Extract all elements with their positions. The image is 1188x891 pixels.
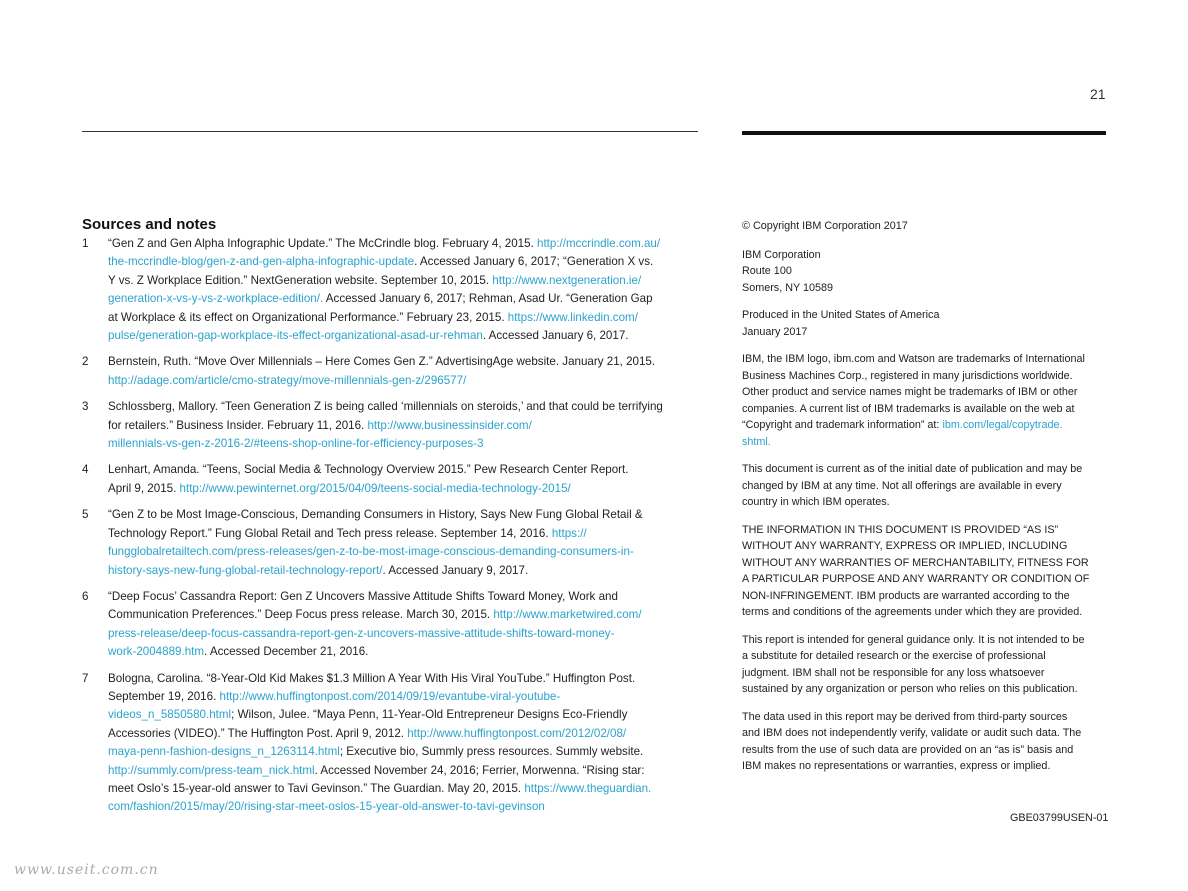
right-divider (742, 131, 1106, 135)
note-text (108, 672, 651, 814)
note-text-segment: . Accessed January 6, 2017. (482, 329, 629, 343)
note-number: 7 (82, 671, 89, 685)
note-text (108, 463, 629, 494)
source-link[interactable]: https://www.linkedin.com/ pulse/generation-gap-workplace-its-effect-organizational-asad-ur-rehman (108, 310, 638, 343)
note-text (108, 237, 660, 342)
trademark-body: IBM, the IBM logo, ibm.com and Watson are trademarks of International Business Machines Corp., registered in many jurisdictions worldwide. Other product and service names might be trademarks of IBM or other companies. A current list of IBM trademarks is available on the web at “Copyright and trademark information” at: (742, 353, 1085, 431)
source-link[interactable]: http://mccrindle.com.au/ the-mccrindle-blog/gen-z-and-gen-alpha-infographic-update (108, 237, 661, 269)
note-text-segment: ; Wilson, Julee. “Maya Penn, 11-Year-Old Entrepreneur Designs Eco-Friendly Accessories (VIDEO).” The Huffington Post. April 9, 2012. (108, 708, 628, 740)
note-item (82, 506, 698, 580)
note-number: 3 (82, 400, 89, 414)
source-link[interactable]: https://www.theguardian. com/fashion/2015/may/20/rising-star-meet-oslos-15-year-old-answer-to-tavi-gevinson (108, 781, 652, 814)
note-text (108, 508, 643, 576)
note-number: 5 (82, 508, 89, 522)
note-text (108, 400, 663, 450)
copyright-text: © Copyright IBM Corporation 2017 (742, 220, 908, 232)
sources-column (82, 216, 698, 825)
source-link[interactable]: http://www.marketwired.com/ press-release/deep-focus-cassandra-report-gen-z-uncovers-massive-attitude-shifts-toward-money- work-2004889.htm (108, 608, 642, 659)
data-note-text: The data used in this report may be derived from third-party sources and IBM does not independently verify, validate or audit such data. The results from the use of such data are provided on an “as is” basis and IBM makes no representations or warranties, express or implied. (742, 710, 1082, 772)
source-link[interactable]: http://www.huffingtonpost.com/2014/09/19/evantube-viral-youtube- videos_n_5850580.html (108, 689, 561, 722)
source-link[interactable]: http://adage.com/article/cmo-strategy/move-millennials-gen-z/296577/ (108, 373, 467, 387)
current-doc-text: This document is current as of the initial date of publication and may be changed by IBM at any time. Not all offerings are available in every country in which IBM operates. (742, 463, 1083, 508)
produced-text: Produced in the United States of America January 2017 (742, 309, 940, 338)
note-text-segment: . Accessed November 24, 2016; Ferrier, Morwenna. “Rising star: meet Oslo’s 15-year-old answer to Tavi Gevinson.” The Guardian. May 20, 2015. (108, 763, 645, 795)
copytrade-link[interactable]: ibm.com/legal/copytrade. shtml. (742, 419, 1063, 448)
section-title: Sources and notes (82, 216, 217, 233)
note-text-segment: Schlossberg, Mallory. “Teen Generation Z is being called ‘millennials on steroids,’ and that could be terrifying for retailers.” Business Insider. February 11, 2016. (108, 400, 663, 432)
note-text (108, 590, 642, 658)
legal-column (742, 218, 1106, 786)
note-item (82, 670, 698, 817)
note-item (82, 398, 698, 453)
note-text-segment: Bologna, Carolina. “8-Year-Old Kid Makes $1.3 Million A Year With His Viral YouTube.” Huffington Post. September 19, 2016. (108, 671, 636, 703)
note-number: 6 (82, 589, 89, 603)
note-text-segment: Accessed January 6, 2017; Rehman, Asad Ur. “Generation Gap at Workplace & its effect on Organizational Performance.” February 23, 2015. (108, 292, 653, 324)
note-text-segment: . Accessed January 9, 2017. (382, 563, 529, 577)
left-divider (82, 131, 698, 132)
note-number: 2 (82, 355, 89, 369)
guidance-text: This report is intended for general guidance only. It is not intended to be a substitute for detailed research or the exercise of professional judgment. IBM shall not be responsible for any loss whatsoever sustained by any organization or person who relies on this publication. (742, 633, 1085, 695)
source-link[interactable]: http://www.businessinsider.com/ millennials-vs-gen-z-2016-2/#teens-shop-online-for-efficiency-purposes-3 (108, 418, 532, 451)
source-link[interactable]: http://summly.com/press-team_nick.html (108, 763, 315, 777)
note-text-segment: “Deep Focus’ Cassandra Report: Gen Z Uncovers Massive Attitude Shifts Toward Money, Work and Communication Preferences.” Deep Focus press release. March 30, 2015. (108, 589, 618, 622)
disclaimer-text: THE INFORMATION IN THIS DOCUMENT IS PROVIDED “AS IS” WITHOUT ANY WARRANTY, EXPRESS OR IMPLIED, INCLUDING WITHOUT ANY WARRANTIES OF MERCHANTABILITY, FITNESS FOR A PARTICULAR PURPOSE AND ANY WARRANTY OR CONDITION OF NON-INFRINGEMENT. IBM products are warranted according to the terms and conditions of the agreements under which they are provided. (742, 523, 1090, 618)
note-text-segment: “Gen Z to be Most Image-Conscious, Demanding Consumers in History, Says New Fung Global Retail & Technology Report.” Fung Global Retail and Tech press release. September 14, 2016. (108, 508, 643, 540)
note-text-segment: . Accessed December 21, 2016. (204, 645, 369, 659)
document-code: GBE03799USEN-01 (1010, 812, 1109, 824)
trademark-text (742, 351, 1106, 450)
note-item (82, 461, 698, 498)
note-text-segment: . Accessed January 6, 2017; “Generation X vs. Y vs. Z Workplace Edition.” NextGeneration website. September 10, 2015. (108, 255, 654, 287)
note-number: 1 (82, 237, 89, 250)
page-number: 21 (1090, 86, 1106, 102)
note-item (82, 353, 698, 390)
note-text-segment: ; Executive bio, Summly press resources. Summly website. (339, 745, 644, 759)
note-item (82, 588, 698, 662)
note-text-segment: “Gen Z and Gen Alpha Infographic Update.” The McCrindle blog. February 4, 2015. (108, 237, 537, 250)
watermark: www.useit.com.cn (14, 862, 159, 878)
note-item (82, 235, 698, 345)
note-text (108, 355, 655, 386)
note-number: 4 (82, 463, 89, 477)
source-link[interactable]: http://www.pewinternet.org/2015/04/09/teens-social-media-technology-2015/ (179, 481, 571, 495)
source-link[interactable]: http://www.huffingtonpost.com/2012/02/08/ maya-penn-fashion-designs_n_1263114.html (108, 726, 627, 759)
address-block: IBM Corporation Route 100 Somers, NY 10589 (742, 248, 834, 294)
source-link[interactable]: https:// fungglobalretailtech.com/press-releases/gen-z-to-be-most-image-conscious-demanding-consumers-in- history-says-new-fung-global-retail-technology-report/ (108, 526, 634, 577)
note-text-segment: Bernstein, Ruth. “Move Over Millennials – Here Comes Gen Z.” AdvertisingAge website. January 21, 2015. (108, 355, 656, 369)
note-text-segment: Lenhart, Amanda. “Teens, Social Media & Technology Overview 2015.” Pew Research Center Report. April 9, 2015. (108, 463, 629, 495)
source-link[interactable]: http://www.nextgeneration.ie/ generation-x-vs-y-vs-z-workplace-edition/. (108, 273, 642, 306)
notes-list (82, 235, 698, 817)
